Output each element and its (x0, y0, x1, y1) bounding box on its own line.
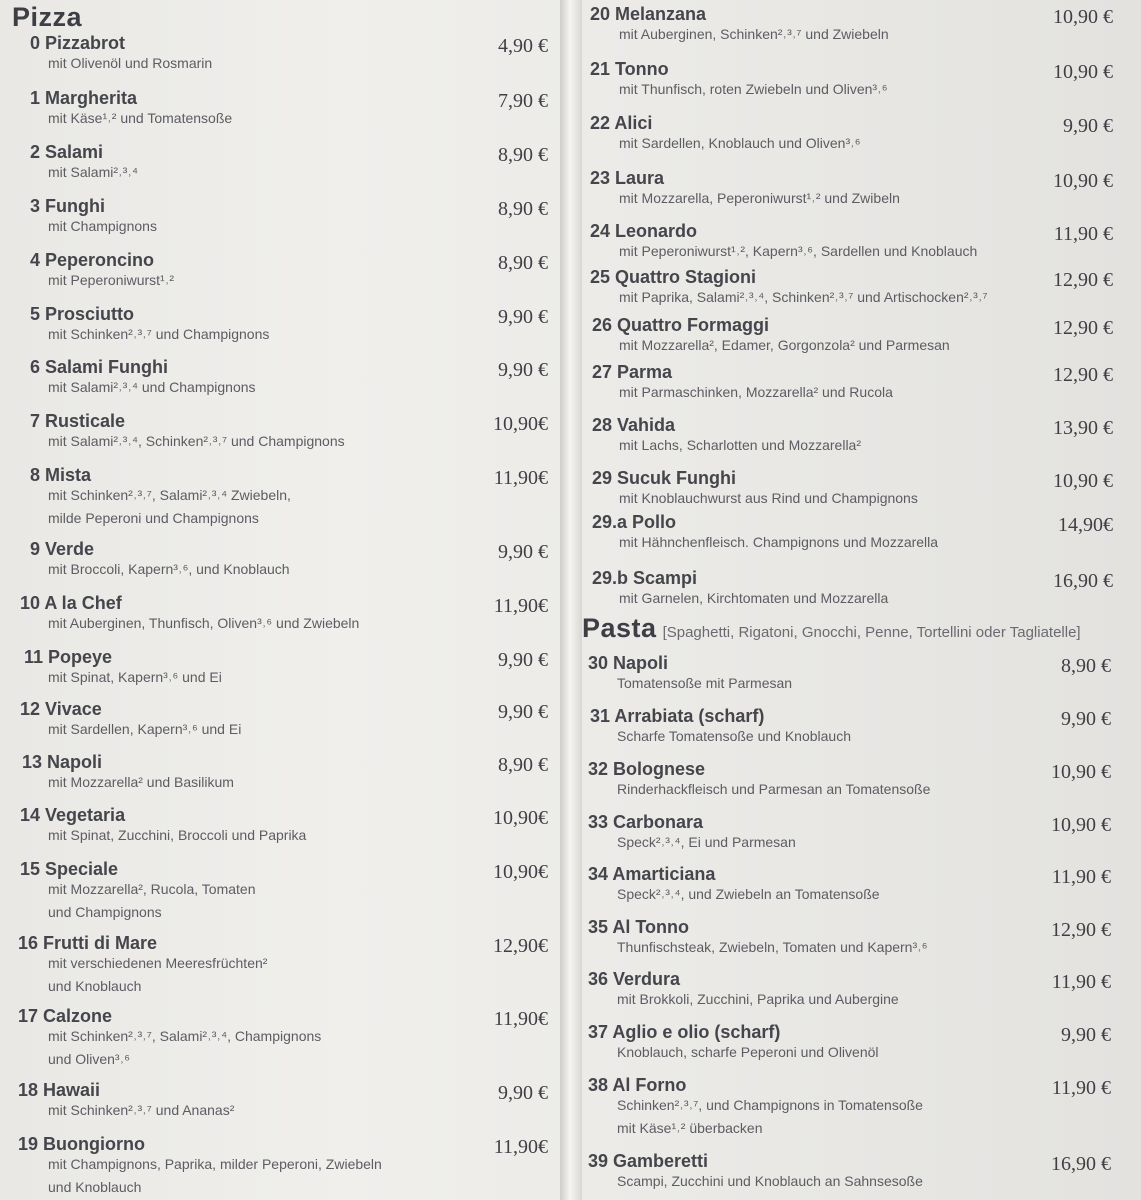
menu-item-description: mit Brokkoli, Zucchini, Paprika und Aubergine (617, 991, 899, 1007)
menu-item-description: und Knoblauch (48, 1179, 142, 1195)
menu-item-description: mit Schinken²˒³˒⁷ und Ananas² (48, 1102, 235, 1118)
menu-item-price: 16,90 € (1051, 1153, 1111, 1175)
menu-item-description: Knoblauch, scharfe Peperoni und Olivenöl (617, 1044, 879, 1060)
menu-item-price: 12,90 € (1053, 364, 1113, 386)
menu-item-description: Scharfe Tomatensoße und Knoblauch (617, 728, 852, 744)
menu-item-name: 37 Aglio e olio (scharf) (588, 1022, 781, 1042)
menu-item-name: 27 Parma (592, 362, 673, 382)
menu-item-name: 35 Al Tonno (588, 917, 689, 937)
menu-item-description: und Oliven³˒⁶ (48, 1051, 131, 1067)
menu-item-description: mit Peperoniwurst¹˒² (48, 272, 175, 288)
menu-item-price: 10,90 € (1051, 761, 1111, 783)
menu-item-description: mit Olivenöl und Rosmarin (48, 55, 213, 71)
menu-item-description: Speck²˒³˒⁴, Ei und Parmesan (617, 834, 796, 850)
menu-item-price: 12,90 € (1053, 317, 1113, 339)
menu-item-name: 31 Arrabiata (scharf) (590, 706, 765, 726)
menu-item-name: 17 Calzone (18, 1006, 113, 1026)
section-title-pasta (582, 613, 1081, 644)
menu-column-right (582, 0, 1141, 1200)
menu-item-name: 34 Amarticiana (588, 864, 716, 884)
menu-item-price: 9,90 € (498, 649, 548, 671)
menu-item-price: 11,90 € (1051, 971, 1111, 993)
menu-item-name: 4 Peperoncino (30, 250, 155, 270)
menu-item-name: 39 Gamberetti (588, 1151, 709, 1171)
menu-item-description: mit Käse¹˒² überbacken (617, 1120, 763, 1136)
menu-item-description: mit Broccoli, Kapern³˒⁶, und Knoblauch (48, 561, 290, 577)
menu-item-description: mit Garnelen, Kirchtomaten und Mozzarella (619, 590, 889, 606)
menu-item-description: mit Salami²˒³˒⁴ und Champignons (48, 379, 256, 395)
menu-item-name: 15 Speciale (20, 859, 119, 879)
menu-item-price: 13,90 € (1053, 417, 1113, 439)
menu-item-price: 8,90 € (1061, 655, 1111, 677)
menu-item-price: 8,90 € (498, 252, 548, 274)
menu-item-name: 6 Salami Funghi (30, 357, 169, 377)
menu-item-description: Speck²˒³˒⁴, und Zwiebeln an Tomatensoße (617, 886, 880, 902)
menu-item-price: 10,90 € (1053, 6, 1113, 28)
menu-item-price: 11,90€ (493, 1136, 548, 1158)
menu-item-description: mit Käse¹˒² und Tomatensoße (48, 110, 233, 126)
menu-item-name: 5 Prosciutto (30, 304, 135, 324)
menu-item-name: 12 Vivace (20, 699, 102, 719)
menu-item-price: 16,90 € (1053, 570, 1113, 592)
menu-item-price: 9,90 € (1063, 115, 1113, 137)
menu-item-description: mit Mozzarella, Peperoniwurst¹˒² und Zwibeln (619, 190, 900, 206)
menu-item-name: 2 Salami (30, 142, 104, 162)
menu-item-name: 3 Funghi (30, 196, 105, 216)
menu-item-name: 28 Vahida (592, 415, 676, 435)
menu-item-name: 24 Leonardo (590, 221, 698, 241)
menu-item-price: 9,90 € (498, 701, 548, 723)
menu-item-description: mit Schinken²˒³˒⁷, Salami²˒³˒⁴, Champignons (48, 1028, 322, 1044)
menu-item-description: und Champignons (48, 904, 162, 920)
menu-item-price: 8,90 € (498, 144, 548, 166)
menu-item-description: mit Salami²˒³˒⁴ (48, 164, 139, 180)
menu-item-description: mit Hähnchenfleisch. Champignons und Mozzarella (619, 534, 939, 550)
menu-item-name: 21 Tonno (590, 59, 669, 79)
menu-item-description: mit Mozzarella² und Basilikum (48, 774, 234, 790)
menu-item-name: 23 Laura (590, 168, 665, 188)
menu-item-price: 10,90€ (493, 807, 548, 829)
menu-item-description: mit Sardellen, Knoblauch und Oliven³˒⁶ (619, 135, 861, 151)
menu-item-name: 33 Carbonara (588, 812, 704, 832)
menu-item-name: 0 Pizzabrot (30, 33, 126, 53)
menu-item-name: 14 Vegetaria (20, 805, 126, 825)
page-fold (560, 0, 582, 1200)
menu-item-name: 11 Popeye (24, 647, 113, 667)
menu-item-price: 11,90€ (493, 1008, 548, 1030)
menu-item-price: 12,90 € (1051, 919, 1111, 941)
menu-item-name: 29.a Pollo (592, 512, 677, 532)
menu-item-price: 10,90 € (1053, 470, 1113, 492)
menu-item-description: mit Schinken²˒³˒⁷, Salami²˒³˒⁴ Zwiebeln, (48, 487, 291, 503)
menu-item-price: 9,90 € (498, 359, 548, 381)
menu-item-price: 7,90 € (498, 90, 548, 112)
menu-item-description: mit verschiedenen Meeresfrüchten² (48, 955, 268, 971)
menu-item-name: 13 Napoli (22, 752, 103, 772)
menu-item-description: und Knoblauch (48, 978, 142, 994)
menu-item-name: 36 Verdura (588, 969, 681, 989)
menu-item-price: 9,90 € (498, 1082, 548, 1104)
menu-item-price: 11,90 € (1051, 1077, 1111, 1099)
menu-item-description: mit Schinken²˒³˒⁷ und Champignons (48, 326, 270, 342)
menu-item-name: 25 Quattro Stagioni (590, 267, 757, 287)
menu-item-name: 22 Alici (590, 113, 653, 133)
menu-item-description: Scampi, Zucchini und Knoblauch an Sahnsesoße (617, 1173, 923, 1189)
menu-item-price: 9,90 € (498, 306, 548, 328)
menu-item-description: mit Spinat, Zucchini, Broccoli und Paprika (48, 827, 307, 843)
section-title-pizza: Pizza (12, 2, 83, 32)
menu-item-description: mit Sardellen, Kapern³˒⁶ und Ei (48, 721, 242, 737)
menu-item-description: mit Champignons (48, 218, 157, 234)
menu-item-name: 32 Bolognese (588, 759, 706, 779)
menu-item-description: mit Mozzarella², Edamer, Gorgonzola² und Parmesan (619, 337, 950, 353)
menu-item-price: 14,90€ (1058, 514, 1113, 536)
menu-item-price: 10,90€ (493, 861, 548, 883)
menu-item-name: 1 Margherita (30, 88, 138, 108)
menu-item-description: mit Spinat, Kapern³˒⁶ und Ei (48, 669, 222, 685)
menu-item-description: Thunfischsteak, Zwiebeln, Tomaten und Kapern³˒⁶ (617, 939, 928, 955)
menu-item-price: 11,90€ (493, 467, 548, 489)
menu-item-price: 8,90 € (498, 754, 548, 776)
menu-item-price: 11,90 € (1051, 866, 1111, 888)
menu-item-price: 9,90 € (1061, 708, 1111, 730)
menu-item-name: 10 A la Chef (20, 593, 122, 613)
menu-item-description: mit Lachs, Scharlotten und Mozzarella² (619, 437, 861, 453)
menu-item-description: Tomatensoße mit Parmesan (617, 675, 793, 691)
menu-item-price: 10,90€ (493, 413, 548, 435)
menu-item-price: 10,90 € (1053, 61, 1113, 83)
menu-item-price: 10,90 € (1053, 170, 1113, 192)
menu-item-name: 16 Frutti di Mare (18, 933, 158, 953)
menu-item-description: Rinderhackfleisch und Parmesan an Tomatensoße (617, 781, 931, 797)
menu-item-price: 12,90€ (493, 935, 548, 957)
menu-item-name: 8 Mista (30, 465, 92, 485)
menu-item-description: mit Knoblauchwurst aus Rind und Champignons (619, 490, 918, 506)
menu-item-name: 9 Verde (30, 539, 95, 559)
menu-item-name: 18 Hawaii (18, 1080, 101, 1100)
menu-item-price: 9,90 € (498, 541, 548, 563)
menu-item-description: milde Peperoni und Champignons (48, 510, 259, 526)
menu-item-description: mit Mozzarella², Rucola, Tomaten (48, 881, 256, 897)
menu-item-name: 29.b Scampi (592, 568, 698, 588)
menu-item-name: 29 Sucuk Funghi (592, 468, 737, 488)
menu-item-description: Schinken²˒³˒⁷, und Champignons in Tomatensoße (617, 1097, 923, 1113)
menu-item-price: 11,90€ (493, 595, 548, 617)
menu-item-description: mit Peperoniwurst¹˒², Kapern³˒⁶, Sardellen und Knoblauch (619, 243, 978, 259)
menu-column-left (0, 0, 560, 1200)
menu-item-description: mit Auberginen, Schinken²˒³˒⁷ und Zwiebeln (619, 26, 889, 42)
menu-item-name: 30 Napoli (588, 653, 669, 673)
menu-item-price: 8,90 € (498, 198, 548, 220)
menu-item-price: 12,90 € (1053, 269, 1113, 291)
menu-item-name: 26 Quattro Formaggi (592, 315, 770, 335)
menu-item-description: mit Thunfisch, roten Zwiebeln und Oliven³˒⁶ (619, 81, 888, 97)
menu-item-description: mit Auberginen, Thunfisch, Oliven³˒⁶ und Zwiebeln (48, 615, 360, 631)
menu-item-price: 4,90 € (498, 35, 548, 57)
menu-item-name: 7 Rusticale (30, 411, 126, 431)
menu-item-price: 9,90 € (1061, 1024, 1111, 1046)
menu-item-name: 19 Buongiorno (18, 1134, 145, 1154)
menu-item-description: mit Paprika, Salami²˒³˒⁴, Schinken²˒³˒⁷ und Artischocken²˒³˒⁷ (619, 289, 988, 305)
menu-item-description: mit Parmaschinken, Mozzarella² und Rucola (619, 384, 893, 400)
menu-item-name: 20 Melanzana (590, 4, 707, 24)
menu-item-name: 38 Al Forno (588, 1075, 687, 1095)
menu-item-price: 10,90 € (1051, 814, 1111, 836)
menu-item-description: mit Champignons, Paprika, milder Peperoni, Zwiebeln (48, 1156, 382, 1172)
menu-item-description: mit Salami²˒³˒⁴, Schinken²˒³˒⁷ und Champignons (48, 433, 345, 449)
pasta-title: Pasta (582, 613, 657, 643)
pasta-subtitle: [Spaghetti, Rigatoni, Gnocchi, Penne, Tortellini oder Tagliatelle] (662, 624, 1081, 641)
menu-item-price: 11,90 € (1053, 223, 1113, 245)
